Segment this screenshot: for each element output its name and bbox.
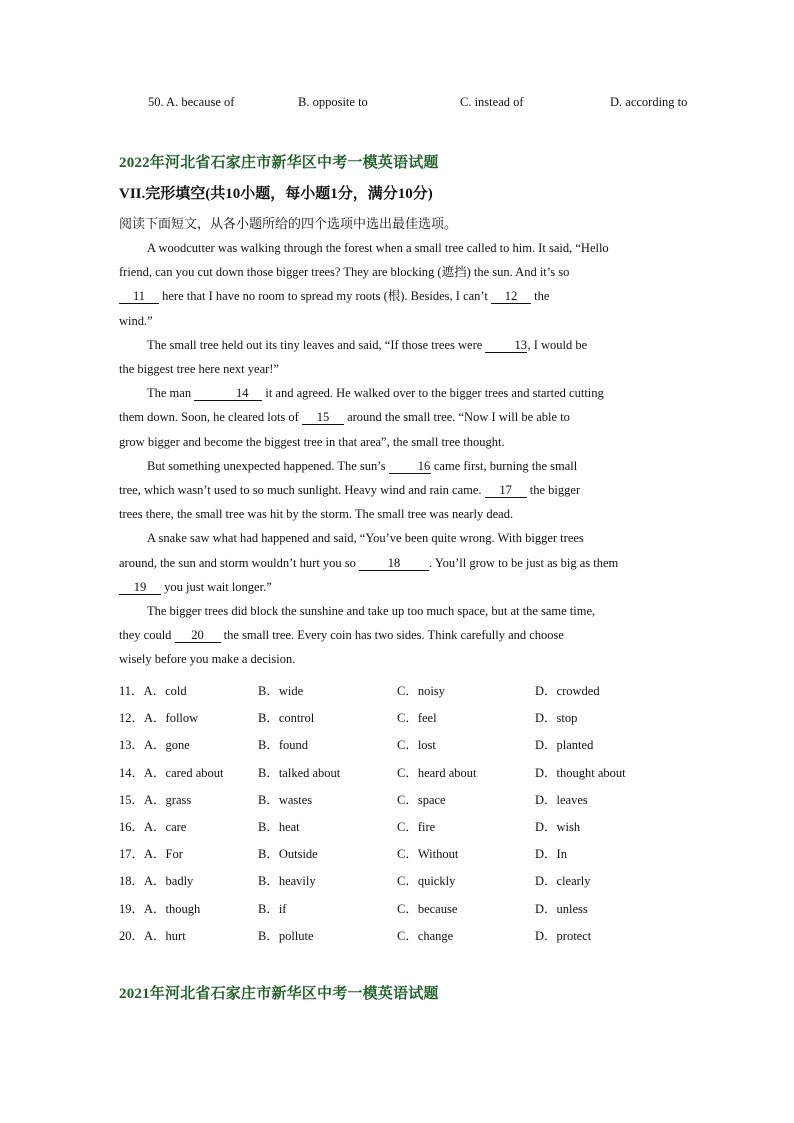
option-b: B．if (258, 901, 287, 916)
section-heading: VII.完形填空(共10小题，每小题1分，满分10分) (119, 186, 433, 202)
passage-line: A woodcutter was walking through the forest when a small tree called to him. It said, “Hello (147, 241, 609, 255)
blank-13[interactable]: 13 (485, 338, 527, 353)
option-a: 17．A．For (119, 847, 183, 862)
option-a: 18．A．badly (119, 874, 194, 889)
option-c: C．because (397, 901, 458, 916)
passage-line: 11 here that I have no room to spread my roots (根). Besides, I can’t 12 the (119, 284, 679, 308)
passage-line: The bigger trees did block the sunshine and take up too much space, but at the same time, (147, 604, 596, 619)
option-b: B．talked about (258, 765, 341, 780)
passage-line: they could 20 the small tree. Every coin has two sides. Think carefully and choose (119, 628, 564, 643)
option-b: B．wide (258, 684, 304, 698)
option-a: 19．A．though (119, 901, 201, 916)
exam-title-2021: 2021年河北省石家庄市新华区中考一模英语试题 (119, 986, 439, 1002)
option-a: 15．A．grass (119, 792, 192, 807)
option-d: D．unless (535, 901, 588, 916)
option-a: 14．A．cared about (119, 765, 224, 780)
blank-18[interactable]: 18 (359, 556, 429, 571)
passage-line: 19 you just wait longer.” (119, 575, 679, 599)
blank-15[interactable]: 15 (302, 410, 344, 425)
option-b: B．found (258, 738, 309, 753)
option-d: D．wish (535, 820, 581, 834)
option-c: C．noisy (397, 684, 445, 698)
option-a: 16．A．care (119, 820, 187, 834)
passage-line: The small tree held out its tiny leaves and said, “If those trees were 13, I would be (147, 337, 588, 352)
option-d: D．stop (535, 711, 578, 726)
passage-line: friend, can you cut down those bigger trees? They are blocking (遮挡) the sun. And it’s so (119, 265, 570, 280)
passage-line: wisely before you make a decision. (119, 652, 296, 667)
option-c: C．heard about (397, 765, 477, 780)
passage-line: But something unexpected happened. The sun’s 16 came first, burning the small (147, 458, 578, 473)
blank-17[interactable]: 17 (485, 483, 527, 498)
option-d: D．leaves (535, 792, 588, 807)
option-d: D．planted (535, 738, 594, 753)
passage (119, 236, 679, 672)
q50-option-a: 50. A. because of (148, 95, 235, 109)
blank-12[interactable]: 12 (491, 289, 531, 304)
passage-line: wind.” (119, 313, 153, 328)
q50-option-c: C. instead of (460, 95, 524, 109)
option-d: D．thought about (535, 765, 626, 780)
option-a: 12．A．follow (119, 711, 199, 726)
option-a: 11．A．cold (119, 684, 187, 698)
option-b: B．control (258, 711, 315, 726)
blank-14[interactable]: 14 (194, 386, 262, 401)
passage-line: grow bigger and become the biggest tree in that area”, the small tree thought. (119, 434, 505, 449)
passage-line: trees there, the small tree was hit by the storm. The small tree was nearly dead. (119, 507, 514, 522)
passage-line: the biggest tree here next year!” (119, 362, 279, 377)
option-a: 20．A．hurt (119, 928, 186, 943)
option-c: C．space (397, 792, 446, 807)
option-d: D．protect (535, 928, 592, 943)
option-b: B．pollute (258, 928, 314, 943)
option-b: B．Outside (258, 847, 318, 862)
passage-line: The man 14 it and agreed. He walked over to the bigger trees and started cutting (147, 386, 604, 401)
q50-option-d: D. according to (610, 95, 688, 109)
option-b: B．heat (258, 820, 300, 834)
option-c: C．fire (397, 820, 436, 834)
blank-20[interactable]: 20 (175, 628, 221, 643)
option-d: D．clearly (535, 874, 591, 889)
option-c: C．feel (397, 711, 437, 726)
passage-line: A snake saw what had happened and said, “You’ve been quite wrong. With bigger trees (147, 531, 584, 546)
q50-option-b: B. opposite to (298, 95, 368, 109)
option-b: B．wastes (258, 792, 313, 807)
passage-line: them down. Soon, he cleared lots of 15 around the small tree. “Now I will be able to (119, 410, 570, 425)
blank-16[interactable]: 16 (389, 459, 431, 474)
blank-19[interactable]: 19 (119, 580, 161, 595)
passage-line: tree, which wasn’t used to so much sunlight. Heavy wind and rain came. 17 the bigger (119, 483, 581, 498)
option-c: C．lost (397, 738, 436, 753)
option-d: D．In (535, 847, 567, 862)
option-c: C．change (397, 928, 454, 943)
exam-title-2022: 2022年河北省石家庄市新华区中考一模英语试题 (119, 155, 439, 171)
option-b: B．heavily (258, 874, 316, 889)
instruction: 阅读下面短文，从各小题所给的四个选项中选出最佳选项。 (119, 216, 458, 231)
passage-line: around, the sun and storm wouldn’t hurt you so 18 . You’ll grow to be just as big as them (119, 555, 619, 570)
blank-11[interactable]: 11 (119, 289, 159, 304)
option-c: C．Without (397, 847, 459, 862)
option-c: C．quickly (397, 874, 456, 889)
option-a: 13．A．gone (119, 738, 190, 753)
option-d: D．crowded (535, 684, 600, 698)
